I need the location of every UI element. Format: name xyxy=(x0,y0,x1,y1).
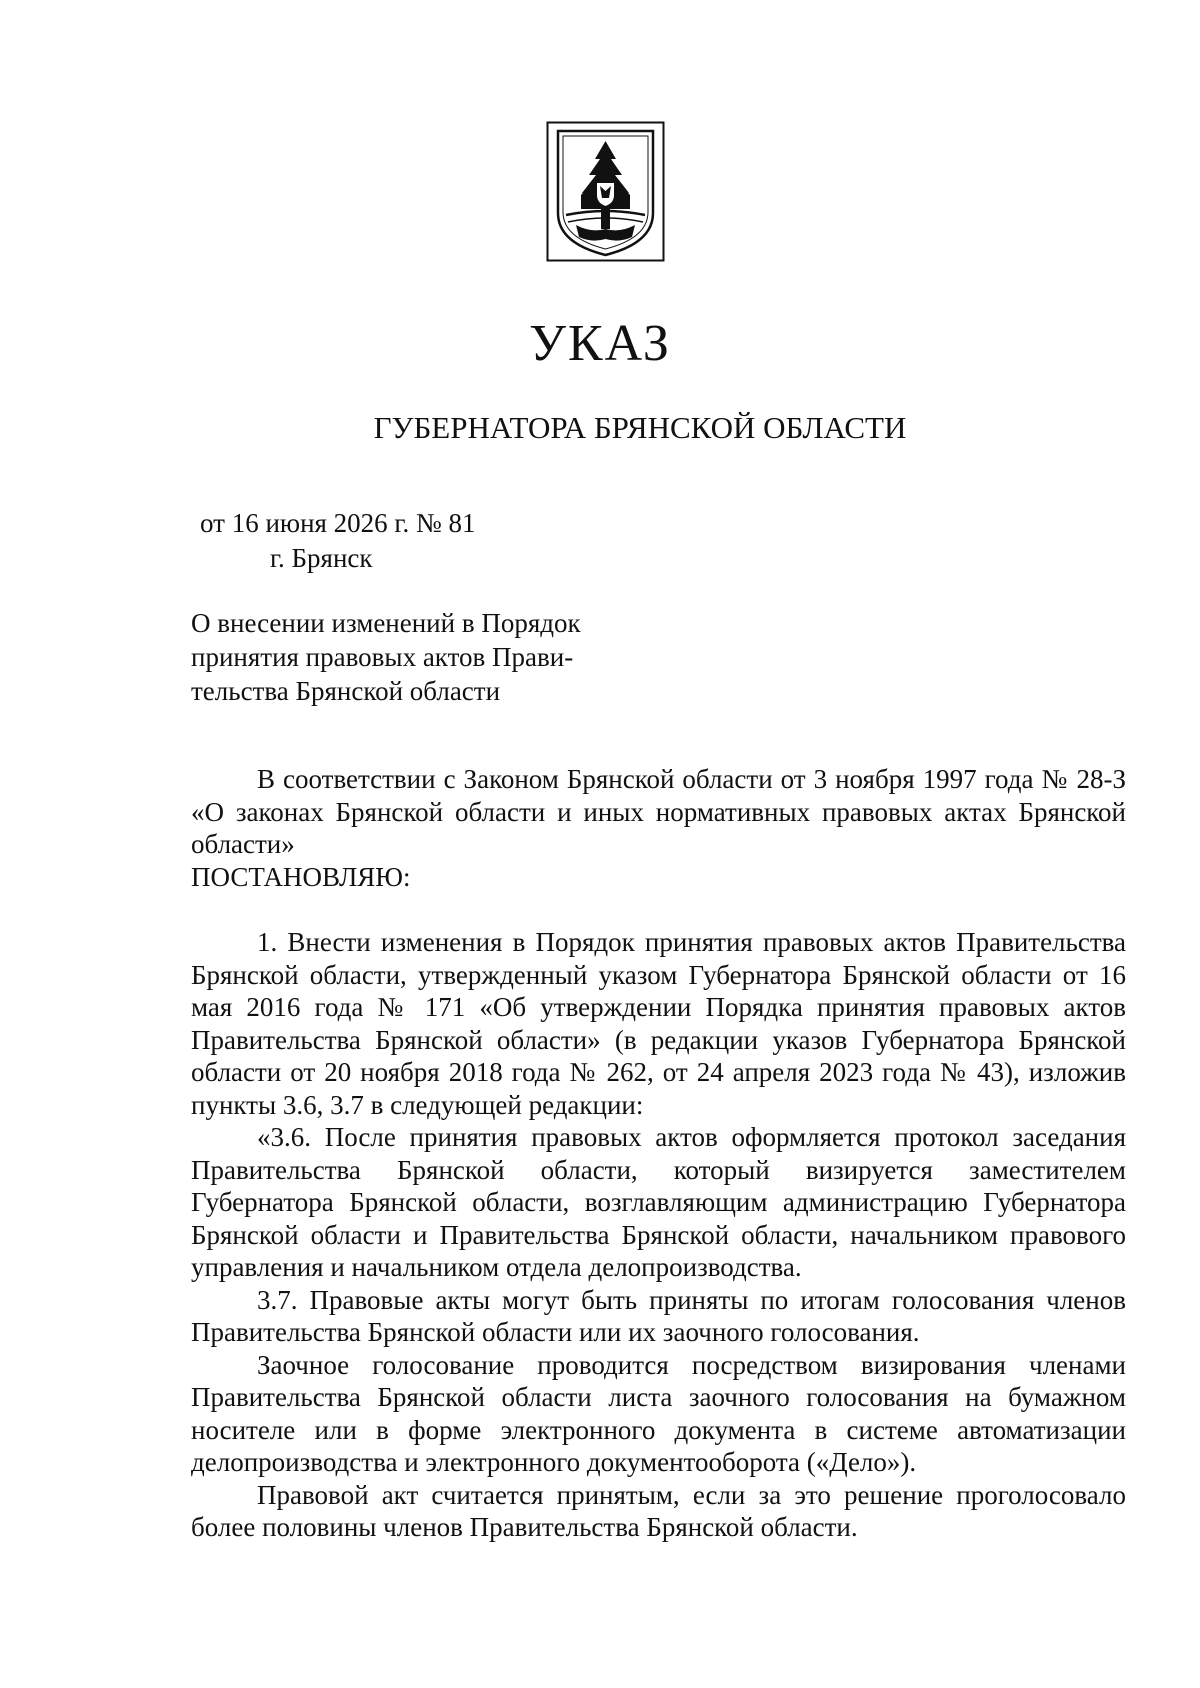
heading-line: принятия правовых актов Прави- xyxy=(191,642,574,672)
document-body xyxy=(191,763,1126,1544)
bryansk-coat-of-arms-icon xyxy=(546,121,665,262)
body-paragraph-1: 1. Внести изменения в Порядок принятия правовых актов Правительства Брянской области, утвержденный указом Губернатора Брянской области от 16 мая 2016 года № 171 «Об утверждении Порядка принятия правовых актов Правительства Брянской области» (в редакции указов Губернатора Брянской области от 20 ноября 2018 года № 262, от 24 апреля 2023 года № 43), изложив пункты 3.6, 3.7 в следующей редакции: xyxy=(191,927,1126,1120)
document-city: г. Брянск xyxy=(270,543,373,573)
document-heading xyxy=(191,606,651,708)
decree-word: ПОСТАНОВЛЯЮ: xyxy=(191,861,411,892)
body-paragraph-4: Заочное голосование проводится посредством визирования членами Правительства Брянской области листа заочного голосования на бумажном носителе или в форме электронного документа в системе автоматизации делопроизводства и электронного документооборота («Дело»). xyxy=(191,1349,1126,1477)
document-issuer: ГУБЕРНАТОРА БРЯНСКОЙ ОБЛАСТИ xyxy=(373,410,907,445)
body-paragraph-2: «3.6. После принятия правовых актов оформляется протокол заседания Правительства Брянской области, который визируется заместителем Губернатора Брянской области, возглавляющим администрацию Губернатора Брянской области и Правительства Брянской области, начальником правового управления и начальником отдела делопроизводства. xyxy=(191,1122,1126,1282)
document-title: УКАЗ xyxy=(529,315,671,372)
heading-line: тельства Брянской области xyxy=(191,676,501,706)
heading-line: О внесении изменений в Порядок xyxy=(191,608,581,638)
body-paragraph-5: Правовой акт считается принятым, если за это решение проголосовало более половины членов Правительства Брянской области. xyxy=(191,1479,1126,1542)
body-paragraph-3: 3.7. Правовые акты могут быть приняты по итогам голосования членов Правительства Брянской области или их заочного голосования. xyxy=(191,1284,1126,1347)
preamble-paragraph: В соответствии с Законом Брянской области от 3 ноября 1997 года № 28-З «О законах Брянской области и иных нормативных правовых актах Брянской области» xyxy=(191,764,1126,859)
document-date-number: от 16 июня 2026 г. № 81 xyxy=(200,508,476,538)
